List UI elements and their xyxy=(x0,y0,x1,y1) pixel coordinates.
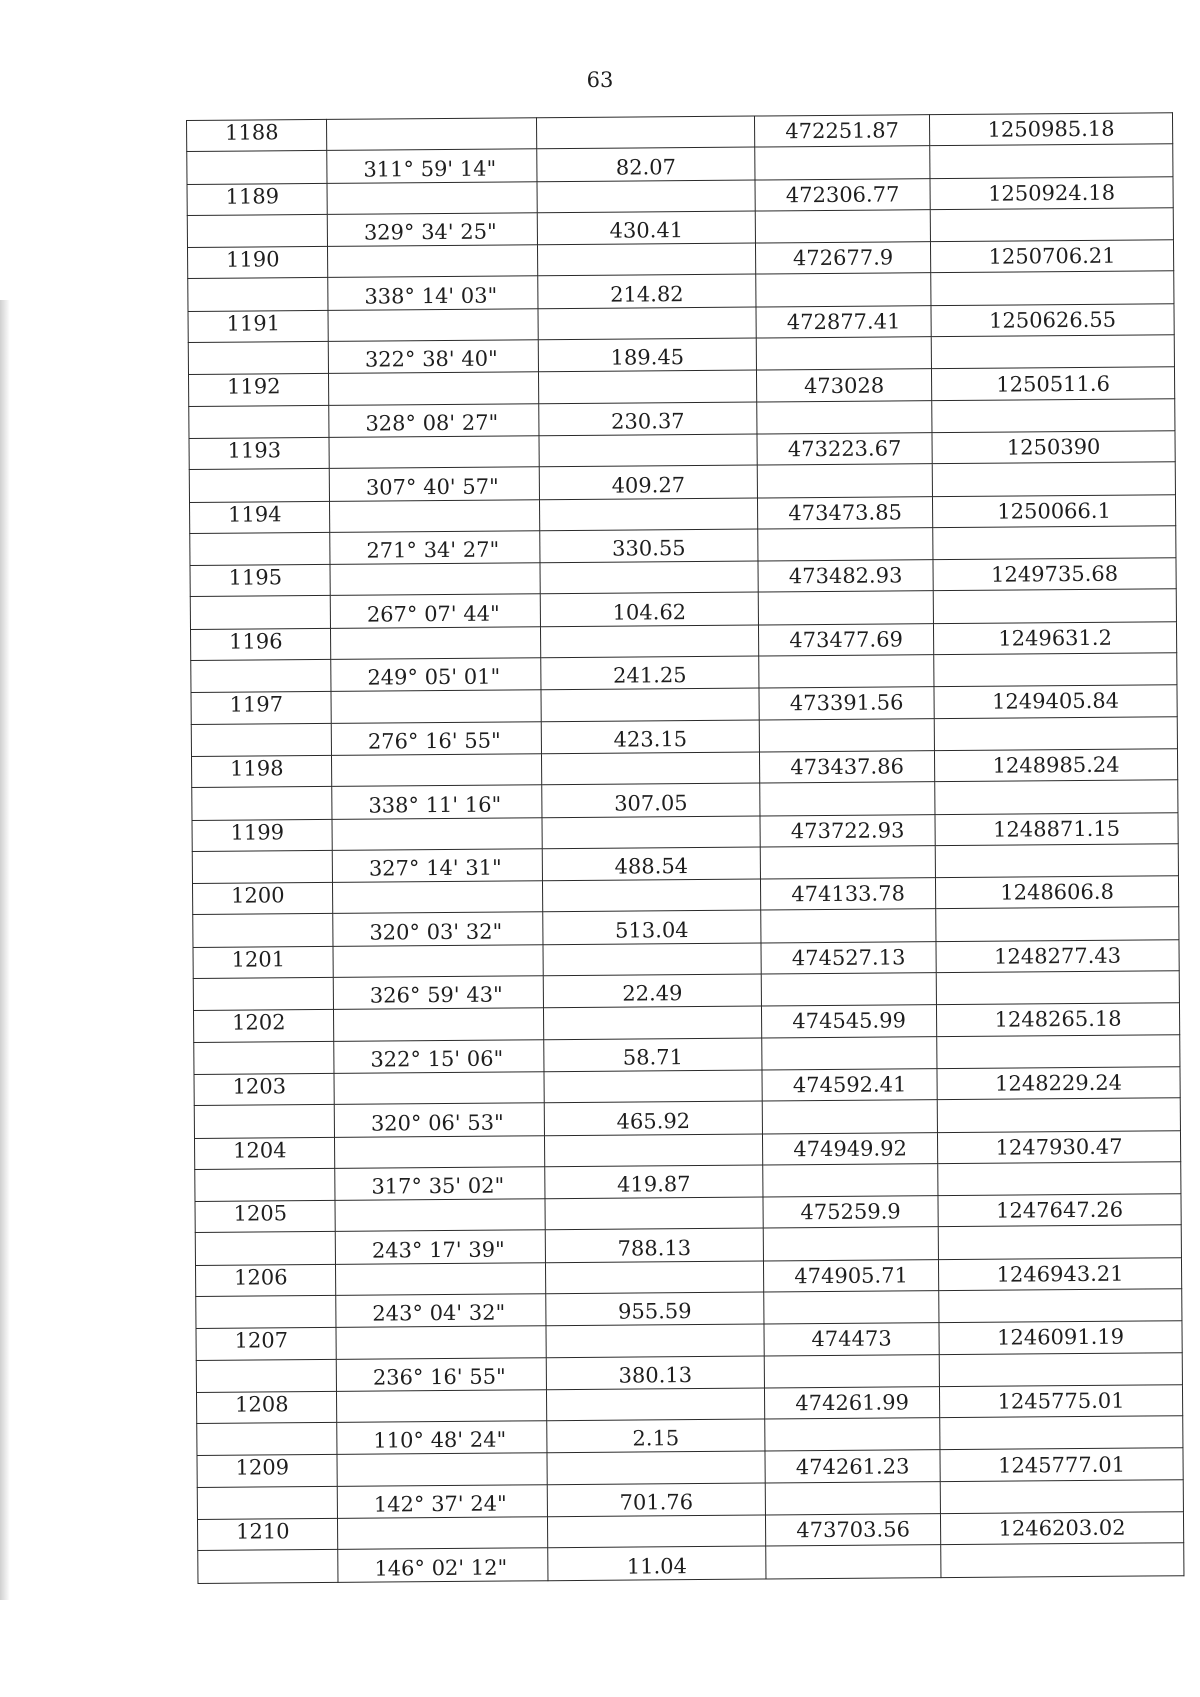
empty-cell xyxy=(935,780,1178,814)
easting-cell: 1248871.15 xyxy=(935,812,1178,845)
empty-cell xyxy=(327,181,537,214)
empty-cell xyxy=(196,1359,336,1392)
point-id-cell: 1206 xyxy=(195,1264,335,1296)
easting-cell: 1249735.68 xyxy=(933,558,1176,591)
point-id-cell: 1190 xyxy=(188,247,328,279)
empty-cell xyxy=(755,210,930,244)
bearing-cell: 327° 14' 31" xyxy=(332,849,542,883)
distance-cell: 22.49 xyxy=(543,974,761,1008)
point-id-cell: 1198 xyxy=(191,755,331,787)
empty-cell xyxy=(545,1261,763,1294)
table-row-leg xyxy=(198,1543,1184,1583)
northing-cell: 474261.23 xyxy=(765,1450,940,1483)
empty-cell xyxy=(333,1008,543,1041)
easting-cell: 1250706.21 xyxy=(930,240,1173,273)
empty-cell xyxy=(545,1197,763,1230)
bearing-cell: 142° 37' 24" xyxy=(337,1484,547,1518)
empty-cell xyxy=(758,528,933,562)
empty-cell xyxy=(537,180,755,213)
distance-cell: 330.55 xyxy=(540,529,758,563)
empty-cell xyxy=(336,1390,546,1423)
empty-cell xyxy=(938,1162,1181,1196)
easting-cell: 1250924.18 xyxy=(930,176,1173,209)
empty-cell xyxy=(931,335,1174,369)
bearing-cell: 320° 06' 53" xyxy=(334,1103,544,1137)
empty-cell xyxy=(546,1388,764,1421)
empty-cell xyxy=(329,436,539,469)
distance-cell: 955.59 xyxy=(546,1292,764,1326)
page-number: 63 xyxy=(586,68,614,92)
distance-cell: 82.07 xyxy=(537,147,755,181)
distance-cell: 409.27 xyxy=(539,465,757,499)
distance-cell: 513.04 xyxy=(543,910,761,944)
empty-cell xyxy=(335,1199,545,1232)
survey-traverse-table xyxy=(186,112,1184,1583)
bearing-cell: 326° 59' 43" xyxy=(333,976,543,1010)
empty-cell xyxy=(540,561,758,594)
empty-cell xyxy=(761,973,936,1007)
empty-cell xyxy=(326,118,536,151)
easting-cell: 1250511.6 xyxy=(931,367,1174,400)
northing-cell: 474133.78 xyxy=(760,878,935,911)
empty-cell xyxy=(328,309,538,342)
easting-cell: 1250626.55 xyxy=(931,304,1174,337)
easting-cell: 1248265.18 xyxy=(936,1003,1179,1036)
empty-cell xyxy=(330,626,540,659)
point-id-cell: 1208 xyxy=(196,1391,336,1423)
empty-cell xyxy=(766,1545,941,1579)
bearing-cell: 317° 35' 02" xyxy=(335,1167,545,1201)
point-id-cell: 1202 xyxy=(193,1010,333,1042)
northing-cell: 472677.9 xyxy=(755,242,930,275)
empty-cell xyxy=(760,845,935,879)
bearing-cell: 328° 08' 27" xyxy=(329,403,539,437)
northing-cell: 474905.71 xyxy=(763,1259,938,1292)
distance-cell: 58.71 xyxy=(544,1038,762,1072)
empty-cell xyxy=(934,653,1177,687)
distance-cell: 701.76 xyxy=(547,1483,765,1517)
northing-cell: 473703.56 xyxy=(765,1514,940,1547)
empty-cell xyxy=(765,1418,940,1452)
bearing-cell: 311° 59' 14" xyxy=(327,149,537,183)
northing-cell: 472306.77 xyxy=(755,178,930,211)
empty-cell xyxy=(940,1416,1183,1450)
empty-cell xyxy=(757,464,932,498)
northing-cell: 473722.93 xyxy=(760,814,935,847)
easting-cell: 1247930.47 xyxy=(937,1130,1180,1163)
scan-shadow xyxy=(0,300,10,1600)
point-id-cell: 1199 xyxy=(192,819,332,851)
northing-cell: 474473 xyxy=(764,1323,939,1356)
distance-cell: 2.15 xyxy=(547,1419,765,1453)
distance-cell: 241.25 xyxy=(541,656,759,690)
bearing-cell: 243° 04' 32" xyxy=(336,1294,546,1328)
distance-cell: 465.92 xyxy=(544,1101,762,1135)
easting-cell: 1249405.84 xyxy=(934,685,1177,718)
point-id-cell: 1191 xyxy=(188,310,328,342)
empty-cell xyxy=(930,144,1173,178)
distance-cell: 423.15 xyxy=(541,720,759,754)
empty-cell xyxy=(538,370,756,403)
empty-cell xyxy=(765,1481,940,1515)
bearing-cell: 236° 16' 55" xyxy=(336,1357,546,1391)
point-id-cell: 1203 xyxy=(194,1073,334,1105)
empty-cell xyxy=(538,307,756,340)
northing-cell: 473473.85 xyxy=(757,496,932,529)
empty-cell xyxy=(541,688,759,721)
point-id-cell: 1196 xyxy=(190,628,330,660)
point-id-cell: 1188 xyxy=(187,119,327,151)
distance-cell: 307.05 xyxy=(542,783,760,817)
empty-cell xyxy=(191,723,331,756)
empty-cell xyxy=(190,596,330,629)
bearing-cell: 322° 38' 40" xyxy=(328,340,538,374)
empty-cell xyxy=(189,469,329,502)
easting-cell: 1250985.18 xyxy=(929,113,1172,146)
northing-cell: 473028 xyxy=(756,369,931,402)
northing-cell: 472877.41 xyxy=(756,305,931,338)
empty-cell xyxy=(758,591,933,625)
point-id-cell: 1200 xyxy=(192,882,332,914)
northing-cell: 473437.86 xyxy=(759,751,934,784)
bearing-cell: 146° 02' 12" xyxy=(338,1548,548,1582)
northing-cell: 475259.9 xyxy=(763,1196,938,1229)
empty-cell xyxy=(756,337,931,371)
bearing-cell: 271° 34' 27" xyxy=(330,531,540,565)
empty-cell xyxy=(543,1006,761,1039)
empty-cell xyxy=(334,1072,544,1105)
empty-cell xyxy=(542,879,760,912)
empty-cell xyxy=(197,1423,337,1456)
empty-cell xyxy=(332,881,542,914)
distance-cell: 214.82 xyxy=(538,275,756,309)
empty-cell xyxy=(337,1453,547,1486)
bearing-cell: 267° 07' 44" xyxy=(330,594,540,628)
empty-cell xyxy=(761,909,936,943)
northing-cell: 474949.92 xyxy=(762,1132,937,1165)
empty-cell xyxy=(546,1324,764,1357)
empty-cell xyxy=(187,214,327,247)
empty-cell xyxy=(939,1289,1182,1323)
northing-cell: 473477.69 xyxy=(758,623,933,656)
empty-cell xyxy=(187,151,327,184)
northing-cell: 472251.87 xyxy=(754,115,929,148)
easting-cell: 1249631.2 xyxy=(933,621,1176,654)
empty-cell xyxy=(189,405,329,438)
empty-cell xyxy=(188,341,328,374)
point-id-cell: 1201 xyxy=(193,946,333,978)
point-id-cell: 1189 xyxy=(187,183,327,215)
easting-cell: 1245777.01 xyxy=(940,1448,1183,1481)
bearing-cell: 338° 14' 03" xyxy=(328,276,538,310)
empty-cell xyxy=(764,1291,939,1325)
empty-cell xyxy=(763,1163,938,1197)
point-id-cell: 1194 xyxy=(190,501,330,533)
empty-cell xyxy=(764,1354,939,1388)
distance-cell: 104.62 xyxy=(540,592,758,626)
empty-cell xyxy=(932,398,1175,432)
empty-cell xyxy=(547,1515,765,1548)
empty-cell xyxy=(194,1105,334,1138)
empty-cell xyxy=(328,372,538,405)
empty-cell xyxy=(757,400,932,434)
empty-cell xyxy=(190,532,330,565)
empty-cell xyxy=(192,850,332,883)
point-id-cell: 1210 xyxy=(197,1518,337,1550)
empty-cell xyxy=(756,273,931,307)
empty-cell xyxy=(331,690,541,723)
northing-cell: 473482.93 xyxy=(758,560,933,593)
bearing-cell: 338° 11' 16" xyxy=(332,785,542,819)
empty-cell xyxy=(937,1098,1180,1132)
empty-cell xyxy=(539,498,757,531)
easting-cell: 1248985.24 xyxy=(934,749,1177,782)
bearing-cell: 320° 03' 32" xyxy=(333,912,543,946)
easting-cell: 1246943.21 xyxy=(938,1257,1181,1290)
empty-cell xyxy=(536,116,754,149)
northing-cell: 473391.56 xyxy=(759,687,934,720)
northing-cell: 474545.99 xyxy=(761,1005,936,1038)
empty-cell xyxy=(193,977,333,1010)
empty-cell xyxy=(330,563,540,596)
empty-cell xyxy=(936,907,1179,941)
easting-cell: 1248277.43 xyxy=(936,939,1179,972)
easting-cell: 1245775.01 xyxy=(939,1385,1182,1418)
bearing-cell: 307° 40' 57" xyxy=(329,467,539,501)
empty-cell xyxy=(937,1034,1180,1068)
empty-cell xyxy=(194,1041,334,1074)
empty-cell xyxy=(932,462,1175,496)
bearing-cell: 329° 34' 25" xyxy=(327,213,537,247)
distance-cell: 430.41 xyxy=(537,211,755,245)
empty-cell xyxy=(334,1135,544,1168)
empty-cell xyxy=(930,208,1173,242)
distance-cell: 788.13 xyxy=(545,1228,763,1262)
empty-cell xyxy=(933,526,1176,560)
point-id-cell: 1195 xyxy=(190,565,330,597)
empty-cell xyxy=(543,943,761,976)
empty-cell xyxy=(331,754,541,787)
empty-cell xyxy=(940,1479,1183,1513)
empty-cell xyxy=(760,782,935,816)
point-id-cell: 1209 xyxy=(197,1455,337,1487)
empty-cell xyxy=(759,718,934,752)
point-id-cell: 1204 xyxy=(194,1137,334,1169)
empty-cell xyxy=(192,787,332,820)
empty-cell xyxy=(544,1070,762,1103)
empty-cell xyxy=(337,1517,547,1550)
empty-cell xyxy=(939,1352,1182,1386)
empty-cell xyxy=(329,499,539,532)
point-id-cell: 1207 xyxy=(196,1328,336,1360)
empty-cell xyxy=(542,816,760,849)
empty-cell xyxy=(540,625,758,658)
empty-cell xyxy=(936,971,1179,1005)
easting-cell: 1247647.26 xyxy=(938,1194,1181,1227)
table-body xyxy=(187,113,1184,1583)
empty-cell xyxy=(763,1227,938,1261)
easting-cell: 1250066.1 xyxy=(932,494,1175,527)
distance-cell: 488.54 xyxy=(542,847,760,881)
distance-cell: 380.13 xyxy=(546,1356,764,1390)
empty-cell xyxy=(539,434,757,467)
northing-cell: 473223.67 xyxy=(757,433,932,466)
empty-cell xyxy=(332,817,542,850)
empty-cell xyxy=(333,944,543,977)
distance-cell: 230.37 xyxy=(539,402,757,436)
empty-cell xyxy=(193,914,333,947)
empty-cell xyxy=(195,1232,335,1265)
distance-cell: 189.45 xyxy=(538,338,756,372)
empty-cell xyxy=(541,752,759,785)
empty-cell xyxy=(335,1262,545,1295)
easting-cell: 1248606.8 xyxy=(935,876,1178,909)
bearing-cell: 276° 16' 55" xyxy=(331,721,541,755)
empty-cell xyxy=(195,1168,335,1201)
empty-cell xyxy=(198,1550,338,1583)
northing-cell: 474261.99 xyxy=(764,1386,939,1419)
empty-cell xyxy=(197,1486,337,1519)
empty-cell xyxy=(196,1295,336,1328)
northing-cell: 474592.41 xyxy=(762,1069,937,1102)
distance-cell: 419.87 xyxy=(545,1165,763,1199)
empty-cell xyxy=(762,1036,937,1070)
point-id-cell: 1192 xyxy=(189,374,329,406)
northing-cell: 474527.13 xyxy=(761,941,936,974)
distance-cell: 11.04 xyxy=(548,1546,766,1580)
empty-cell xyxy=(941,1543,1184,1577)
point-id-cell: 1193 xyxy=(189,437,329,469)
survey-table-container xyxy=(186,112,1183,1583)
empty-cell xyxy=(188,278,328,311)
empty-cell xyxy=(933,589,1176,623)
bearing-cell: 243° 17' 39" xyxy=(335,1230,545,1264)
easting-cell: 1246203.02 xyxy=(940,1512,1183,1545)
point-id-cell: 1197 xyxy=(191,692,331,724)
empty-cell xyxy=(762,1100,937,1134)
empty-cell xyxy=(935,844,1178,878)
empty-cell xyxy=(544,1134,762,1167)
empty-cell xyxy=(931,271,1174,305)
bearing-cell: 322° 15' 06" xyxy=(334,1039,544,1073)
empty-cell xyxy=(759,655,934,689)
easting-cell: 1248229.24 xyxy=(937,1067,1180,1100)
empty-cell xyxy=(336,1326,546,1359)
empty-cell xyxy=(547,1451,765,1484)
empty-cell xyxy=(934,716,1177,750)
point-id-cell: 1205 xyxy=(195,1200,335,1232)
empty-cell xyxy=(755,146,930,180)
empty-cell xyxy=(327,245,537,278)
empty-cell xyxy=(938,1225,1181,1259)
bearing-cell: 249° 05' 01" xyxy=(331,658,541,692)
bearing-cell: 110° 48' 24" xyxy=(337,1421,547,1455)
easting-cell: 1250390 xyxy=(932,431,1175,464)
empty-cell xyxy=(191,659,331,692)
empty-cell xyxy=(537,243,755,276)
easting-cell: 1246091.19 xyxy=(939,1321,1182,1354)
